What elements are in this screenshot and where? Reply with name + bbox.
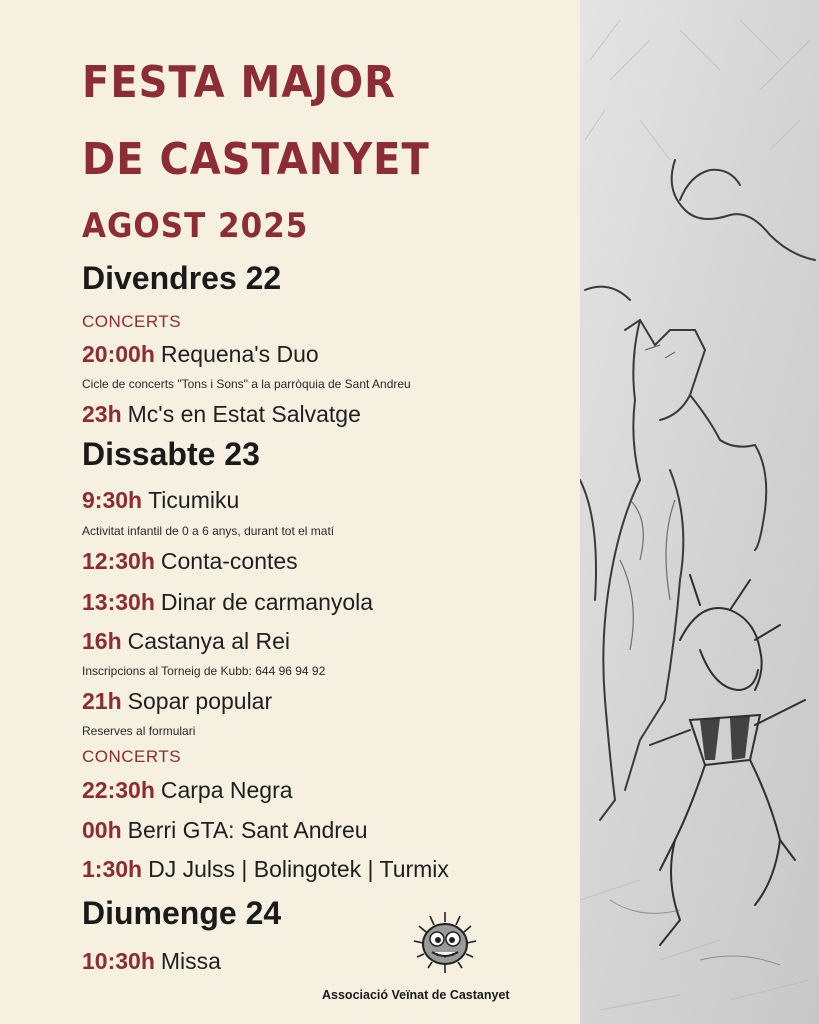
sketch-illustration bbox=[580, 0, 819, 1024]
event-time: 16h bbox=[82, 628, 122, 654]
event-row bbox=[82, 856, 449, 883]
event-name: Ticumiku bbox=[148, 487, 240, 513]
event-name: Castanya al Rei bbox=[127, 628, 290, 654]
event-name: Requena's Duo bbox=[160, 341, 319, 367]
event-name: DJ Julss | Bolingotek | Turmix bbox=[148, 856, 449, 882]
event-row bbox=[82, 628, 290, 655]
event-time: 12:30h bbox=[82, 548, 155, 574]
event-name: Conta-contes bbox=[160, 548, 298, 574]
event-note: Inscripcions al Torneig de Kubb: 644 96 94 92 bbox=[82, 664, 326, 678]
title-line-2: DE CASTANYET bbox=[82, 135, 430, 185]
event-row bbox=[82, 401, 361, 428]
event-time: 20:00h bbox=[82, 341, 155, 367]
event-time: 9:30h bbox=[82, 487, 143, 513]
event-name: Berri GTA: Sant Andreu bbox=[127, 817, 368, 843]
category-concerts-friday: CONCERTS bbox=[82, 312, 182, 331]
event-note: Cicle de concerts "Tons i Sons" a la parròquia de Sant Andreu bbox=[82, 377, 411, 391]
event-time: 21h bbox=[82, 688, 122, 714]
event-row bbox=[82, 487, 239, 514]
event-time: 10:30h bbox=[82, 948, 155, 974]
event-name: Dinar de carmanyola bbox=[160, 589, 374, 615]
chestnut-burr-mascot-icon bbox=[410, 908, 480, 978]
event-row bbox=[82, 589, 373, 616]
event-name: Missa bbox=[160, 948, 221, 974]
event-row bbox=[82, 777, 293, 804]
event-note: Activitat infantil de 0 a 6 anys, durant tot el matí bbox=[82, 524, 335, 538]
pencil-sketch-fox-and-jester-icon bbox=[580, 0, 819, 1024]
event-time: 00h bbox=[82, 817, 122, 843]
category-concerts-saturday: CONCERTS bbox=[82, 747, 182, 766]
event-time: 13:30h bbox=[82, 589, 155, 615]
event-row bbox=[82, 341, 319, 368]
day-heading-saturday: Dissabte 23 bbox=[82, 436, 260, 472]
event-time: 23h bbox=[82, 401, 122, 427]
event-name: Carpa Negra bbox=[160, 777, 293, 803]
title-date: AGOST 2025 bbox=[82, 207, 309, 246]
event-row bbox=[82, 688, 272, 715]
event-row bbox=[82, 548, 298, 575]
event-name: Mc's en Estat Salvatge bbox=[127, 401, 361, 427]
title-line-1: FESTA MAJOR bbox=[82, 58, 396, 108]
event-name: Sopar popular bbox=[127, 688, 273, 714]
event-time: 22:30h bbox=[82, 777, 155, 803]
day-heading-friday: Divendres 22 bbox=[82, 260, 282, 296]
day-heading-sunday: Diumenge 24 bbox=[82, 895, 282, 931]
event-time: 1:30h bbox=[82, 856, 143, 882]
organizer-name: Associació Veïnat de Castanyet bbox=[322, 988, 510, 1002]
event-row bbox=[82, 817, 368, 844]
event-note: Reserves al formulari bbox=[82, 724, 196, 738]
event-row bbox=[82, 948, 221, 975]
